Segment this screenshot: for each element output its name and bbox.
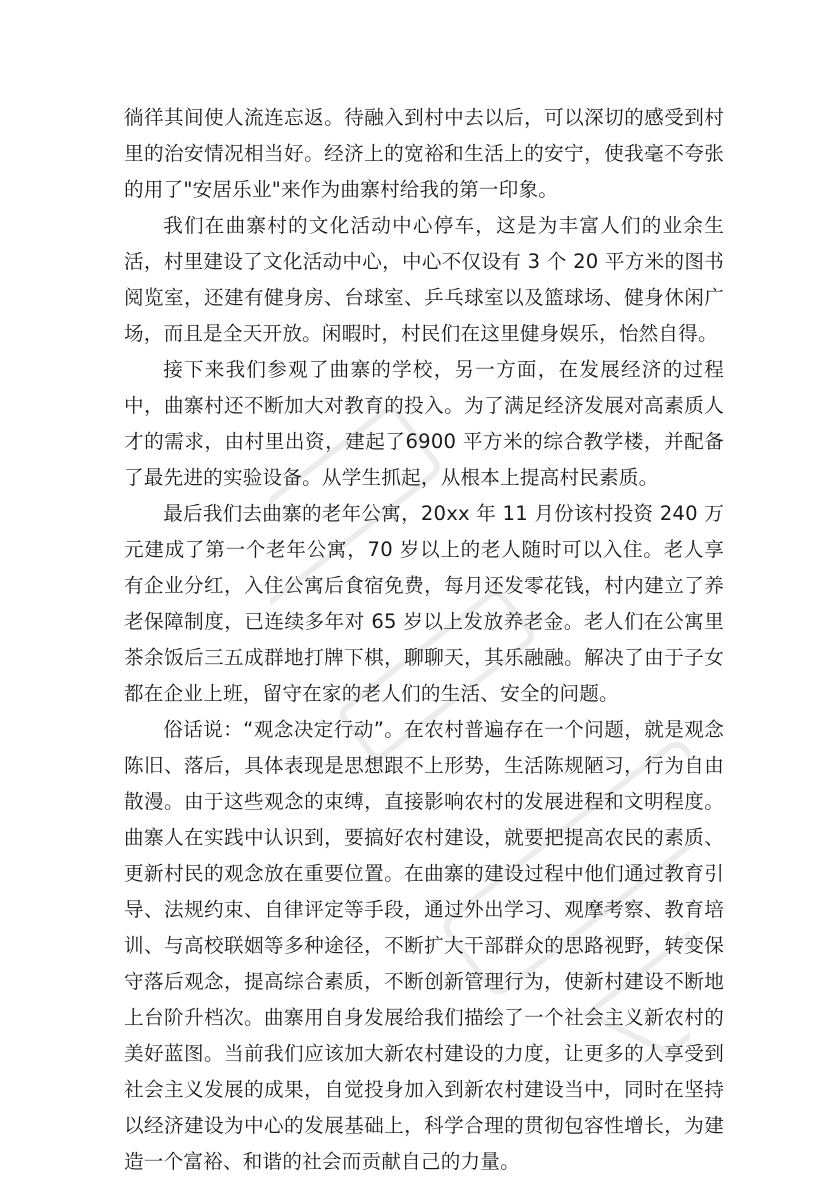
paragraph-5: 俗话说：“观念决定行动”。在农村普遍存在一个问题，就是观念陈旧、落后，具体表现是思想跟不上形势，生活陈规陋习，行为自由散漫。由于这些观念的束缚，直接影响农村的发展进程和文明程度。曲寨人在实践中认识到，要搞好农村建设，就要把提高农民的素质、更新村民的观念放在重要位置。在曲寨的建设过程中他们通过教育引导、法规约束、自律评定等手段，通过外出学习、观摩考察、教育培训、与高校联姻等多种途径，不断扩大干部群众的思路视野，转变保守落后观念，提高综合素质，不断创新管理行为，使新村建设不断地上台阶升档次。曲寨用自身发展给我们描绘了一个社会主义新农村的美好蓝图。当前我们应该加大新农村建设的力度，让更多的人享受到社会主义发展的成果，自觉投身加入到新农村建设当中，同时在坚持以经济建设为中心的发展基础上，科学合理的贯彻包容性增长，为建造一个富裕、和谐的社会而贡献自己的力量。 bbox=[124, 718, 724, 1173]
paragraph-4: 最后我们去曲寨的老年公寓，20xx 年 11 月份该村投资 240 万元建成了第一个老年公寓，70 岁以上的老人随时可以入住。老人享有企业分红，入住公寓后食宿免费，每月还发零花钱，村内建立了养老保障制度，已连续多年对 65 岁以上发放养老金。老人们在公寓里茶余饭后三五成群地打牌下棋，聊聊天，其乐融融。解决了由于子女都在企业上班，留守在家的老人们的生活、安全的问题。 bbox=[124, 502, 724, 705]
paragraph-1: 徜徉其间使人流连忘返。待融入到村中去以后，可以深切的感受到村里的治安情况相当好。经济上的宽裕和生活上的安宁，使我毫不夸张的用了"安居乐业"来作为曲寨村给我的第一印象。 bbox=[124, 106, 724, 201]
paragraph-3: 接下来我们参观了曲寨的学校，另一方面，在发展经济的过程中，曲寨村还不断加大对教育的投入。为了满足经济发展对高素质人才的需求，由村里出资，建起了6900 平方米的综合教学楼，并配备了最先进的实验设备。从学生抓起，从根本上提高村民素质。 bbox=[124, 358, 724, 489]
document-body bbox=[124, 100, 724, 1180]
paragraph-2: 我们在曲寨村的文化活动中心停车，这是为丰富人们的业余生活，村里建设了文化活动中心，中心不仅设有 3 个 20 平方米的图书阅览室，还建有健身房、台球室、乒乓球室以及篮球场、健身休闲广场，而且是全天开放。闲暇时，村民们在这里健身娱乐，怡然自得。 bbox=[124, 214, 724, 345]
